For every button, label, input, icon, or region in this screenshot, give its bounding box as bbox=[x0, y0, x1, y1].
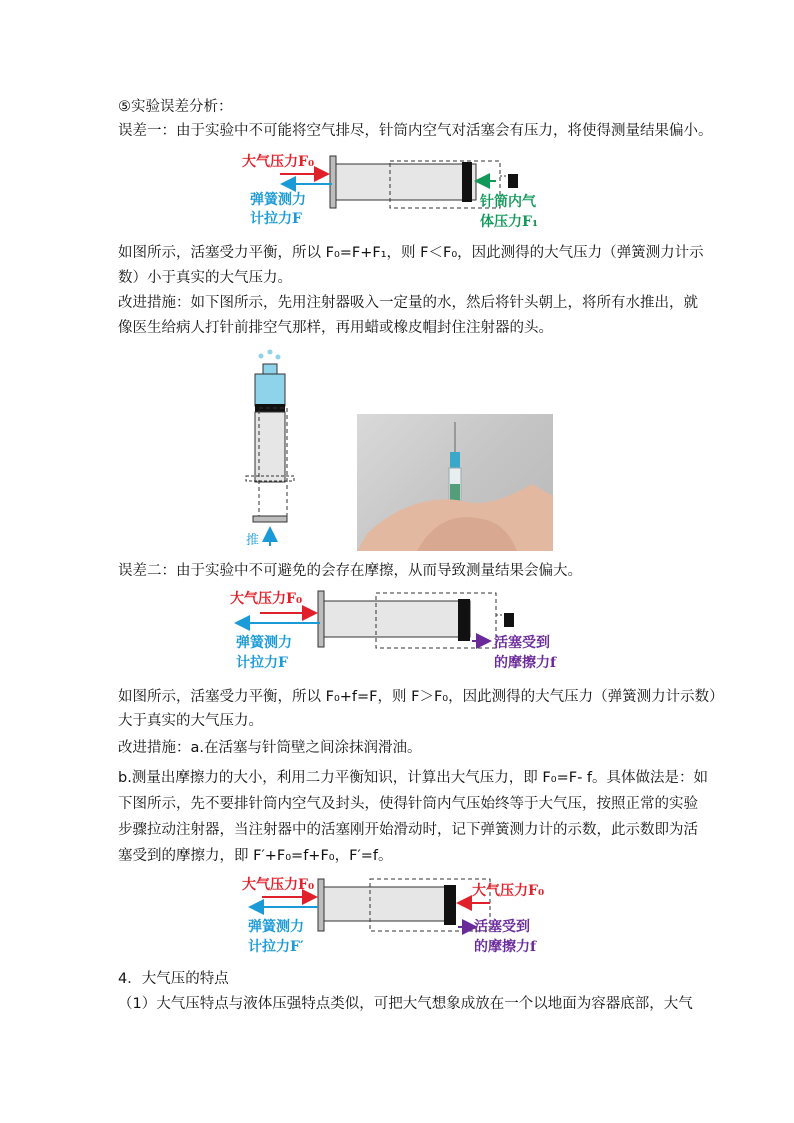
spring-label: 计拉力F bbox=[250, 211, 302, 227]
atm-label: 大气压力F₀ bbox=[242, 877, 315, 893]
syringe-flange bbox=[330, 156, 336, 208]
text-line: （1）大气压特点与液体压强特点类似，可把大气想象成放在一个以地面为容器底部，大气 bbox=[118, 996, 693, 1012]
text-line: 改进措施：如下图所示，先用注射器吸入一定量的水，然后将针头朝上，将所有水推出，就 bbox=[118, 295, 698, 311]
text-line: ⑤实验误差分析： bbox=[118, 99, 233, 115]
spring-label: 弹簧测力 bbox=[236, 635, 292, 651]
syringe-photo bbox=[357, 414, 553, 551]
seal-cap bbox=[504, 613, 514, 627]
syringe-flange bbox=[318, 879, 324, 931]
plunger-handle bbox=[253, 516, 287, 522]
air-label: 体压力F₁ bbox=[480, 214, 539, 230]
water-drop bbox=[259, 354, 264, 359]
text-line: 误差一：由于实验中不可能将空气排尽，针筒内空气对活塞会有压力，将使得测量结果偏小。 bbox=[118, 123, 713, 139]
water-column bbox=[255, 374, 285, 406]
syringe-barrel bbox=[336, 164, 476, 200]
syringe-diagram-error-two bbox=[228, 585, 588, 677]
text-line: 塞受到的摩擦力，即 F′+F₀=f+F₀，F′=f。 bbox=[118, 848, 393, 864]
spring-label: 计拉力F bbox=[236, 655, 288, 671]
syringe-flange bbox=[318, 591, 324, 647]
spring-label: 弹簧测力 bbox=[248, 919, 304, 935]
text-line: 步骤拉动注射器，当注射器中的活塞刚开始滑动时，记下弹簧测力计的示数，此示数即为活 bbox=[118, 822, 698, 838]
spring-label: 弹簧测力 bbox=[250, 192, 306, 208]
vertical-syringe-diagram bbox=[240, 346, 300, 550]
text-line: 如图所示，活塞受力平衡，所以 F₀=F+F₁，则 F＜F₀，因此测得的大气压力（弹簧测力计示 bbox=[118, 245, 704, 261]
text-line: 下图所示，先不要排针筒内空气及封头，使得针筒内气压始终等于大气压，按照正常的实验 bbox=[118, 796, 698, 812]
syringe-diagram-friction-measure bbox=[242, 873, 562, 959]
air-label: 针筒内气 bbox=[480, 194, 536, 210]
syringe-diagram-error-one bbox=[240, 148, 550, 236]
atm-label: 大气压力F₀ bbox=[230, 591, 303, 607]
text-line: 像医生给病人打针前排空气那样，再用蜡或橡皮帽封住注射器的头。 bbox=[118, 320, 553, 336]
atm-label: 大气压力F₀ bbox=[242, 154, 315, 170]
seal-cap bbox=[508, 174, 518, 188]
text-line: 大于真实的大气压力。 bbox=[118, 713, 263, 729]
push-label: 推 bbox=[246, 533, 260, 548]
friction-label: 活塞受到 bbox=[494, 635, 550, 651]
text-line: b.测量出摩擦力的大小，利用二力平衡知识，计算出大气压力，即 F₀=F- f。具体做法是：如 bbox=[118, 770, 709, 786]
water-drop bbox=[268, 350, 273, 355]
water-drop bbox=[276, 355, 281, 360]
text-line: 误差二：由于实验中不可避免的会存在摩擦，从而导致测量结果会偏大。 bbox=[118, 563, 582, 579]
friction-label: 的摩擦力f bbox=[494, 655, 557, 671]
spring-label: 计拉力F′ bbox=[248, 939, 304, 955]
piston bbox=[458, 599, 470, 641]
syringe-tip bbox=[263, 364, 277, 374]
text-line: 4．大气压的特点 bbox=[118, 971, 229, 987]
friction-label: 活塞受到 bbox=[474, 919, 530, 935]
atm-label-right: 大气压力F₀ bbox=[472, 883, 545, 899]
text-line: 改进措施：a.在活塞与针筒壁之间涂抹润滑油。 bbox=[118, 740, 422, 756]
text-line: 数）小于真实的大气压力。 bbox=[118, 270, 292, 286]
piston bbox=[444, 885, 456, 925]
friction-label: 的摩擦力f bbox=[474, 939, 537, 955]
piston bbox=[462, 162, 472, 202]
syringe-barrel bbox=[324, 601, 470, 637]
syringe-barrel bbox=[324, 887, 452, 921]
text-line: 如图所示，活塞受力平衡，所以 F₀+f=F，则 F＞F₀，因此测得的大气压力（弹簧测力计示数） bbox=[118, 689, 724, 705]
